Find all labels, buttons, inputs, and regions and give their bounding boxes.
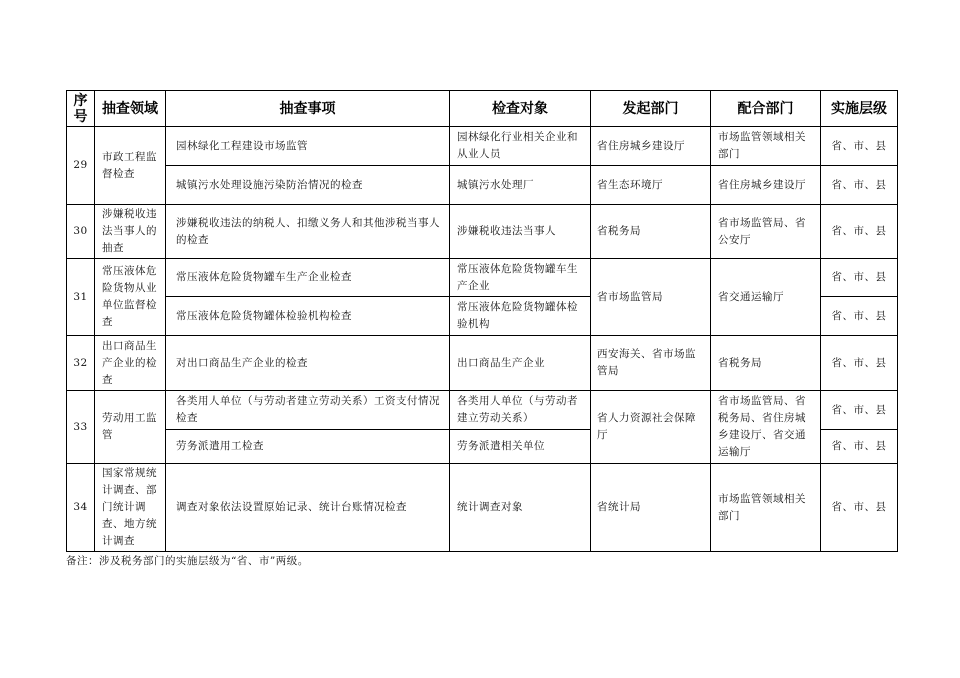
inspection-item: 对出口商品生产企业的检查 [166, 336, 450, 391]
header-inspection-item: 抽查事项 [166, 91, 450, 127]
header-cooperating-department: 配合部门 [711, 91, 821, 127]
inspection-target: 劳务派遣相关单位 [450, 430, 591, 464]
table-row [67, 259, 898, 297]
implementation-level: 省、市、县 [821, 259, 898, 297]
inspection-domain: 国家常规统计调查、部门统计调查、地方统计调查 [95, 464, 166, 552]
inspection-item: 各类用人单位（与劳动者建立劳动关系）工资支付情况检查 [166, 391, 450, 430]
row-number: 33 [67, 391, 95, 464]
table-header-row [67, 91, 898, 127]
inspection-domain: 常压液体危险货物从业单位监督检查 [95, 259, 166, 336]
table-row [67, 336, 898, 391]
table-note: 备注：涉及税务部门的实施层级为“省、市”两级。 [66, 555, 309, 567]
inspection-table [66, 90, 898, 552]
initiating-department: 省市场监管局 [591, 259, 711, 336]
header-inspection-domain: 抽查领域 [95, 91, 166, 127]
inspection-domain: 涉嫌税收违法当事人的抽查 [95, 205, 166, 259]
row-number: 32 [67, 336, 95, 391]
inspection-item: 常压液体危险货物罐体检验机构检查 [166, 297, 450, 336]
initiating-department: 西安海关、省市场监管局 [591, 336, 711, 391]
inspection-item: 涉嫌税收违法的纳税人、扣缴义务人和其他涉税当事人的检查 [166, 205, 450, 259]
header-initiating-department: 发起部门 [591, 91, 711, 127]
implementation-level: 省、市、县 [821, 336, 898, 391]
inspection-domain: 劳动用工监管 [95, 391, 166, 464]
inspection-item: 调查对象依法设置原始记录、统计台账情况检查 [166, 464, 450, 552]
table-row [67, 464, 898, 552]
inspection-target: 涉嫌税收违法当事人 [450, 205, 591, 259]
header-inspection-target: 检查对象 [450, 91, 591, 127]
inspection-item: 劳务派遣用工检查 [166, 430, 450, 464]
row-number: 29 [67, 127, 95, 205]
cooperating-department: 省市场监管局、省公安厅 [711, 205, 821, 259]
cooperating-department: 省交通运输厅 [711, 259, 821, 336]
table-row [67, 205, 898, 259]
implementation-level: 省、市、县 [821, 391, 898, 430]
implementation-level: 省、市、县 [821, 205, 898, 259]
implementation-level: 省、市、县 [821, 297, 898, 336]
initiating-department: 省税务局 [591, 205, 711, 259]
inspection-item: 园林绿化工程建设市场监管 [166, 127, 450, 166]
row-number: 30 [67, 205, 95, 259]
inspection-target: 常压液体危险货物罐体检验机构 [450, 297, 591, 336]
cooperating-department: 市场监管领域相关部门 [711, 464, 821, 552]
inspection-item: 常压液体危险货物罐车生产企业检查 [166, 259, 450, 297]
row-number: 31 [67, 259, 95, 336]
cooperating-department: 省税务局 [711, 336, 821, 391]
inspection-target: 出口商品生产企业 [450, 336, 591, 391]
inspection-target: 各类用人单位（与劳动者建立劳动关系） [450, 391, 591, 430]
inspection-target: 统计调查对象 [450, 464, 591, 552]
row-number: 34 [67, 464, 95, 552]
inspection-target: 园林绿化行业相关企业和从业人员 [450, 127, 591, 166]
inspection-item: 城镇污水处理设施污染防治情况的检查 [166, 166, 450, 205]
inspection-domain: 市政工程监督检查 [95, 127, 166, 205]
table-row [67, 127, 898, 166]
initiating-department: 省生态环境厅 [591, 166, 711, 205]
implementation-level: 省、市、县 [821, 127, 898, 166]
inspection-target: 常压液体危险货物罐车生产企业 [450, 259, 591, 297]
implementation-level: 省、市、县 [821, 464, 898, 552]
implementation-level: 省、市、县 [821, 166, 898, 205]
implementation-level: 省、市、县 [821, 430, 898, 464]
cooperating-department: 市场监管领域相关部门 [711, 127, 821, 166]
table-row [67, 391, 898, 430]
cooperating-department: 省住房城乡建设厅 [711, 166, 821, 205]
table-row [67, 166, 898, 205]
inspection-target: 城镇污水处理厂 [450, 166, 591, 205]
cooperating-department: 省市场监管局、省税务局、省住房城乡建设厅、省交通运输厅 [711, 391, 821, 464]
initiating-department: 省人力资源社会保障厅 [591, 391, 711, 464]
inspection-domain: 出口商品生产企业的检查 [95, 336, 166, 391]
initiating-department: 省住房城乡建设厅 [591, 127, 711, 166]
header-implementation-level: 实施层级 [821, 91, 898, 127]
header-serial-number [67, 91, 95, 127]
header-serial-number-label: 序号 [73, 92, 88, 125]
initiating-department: 省统计局 [591, 464, 711, 552]
